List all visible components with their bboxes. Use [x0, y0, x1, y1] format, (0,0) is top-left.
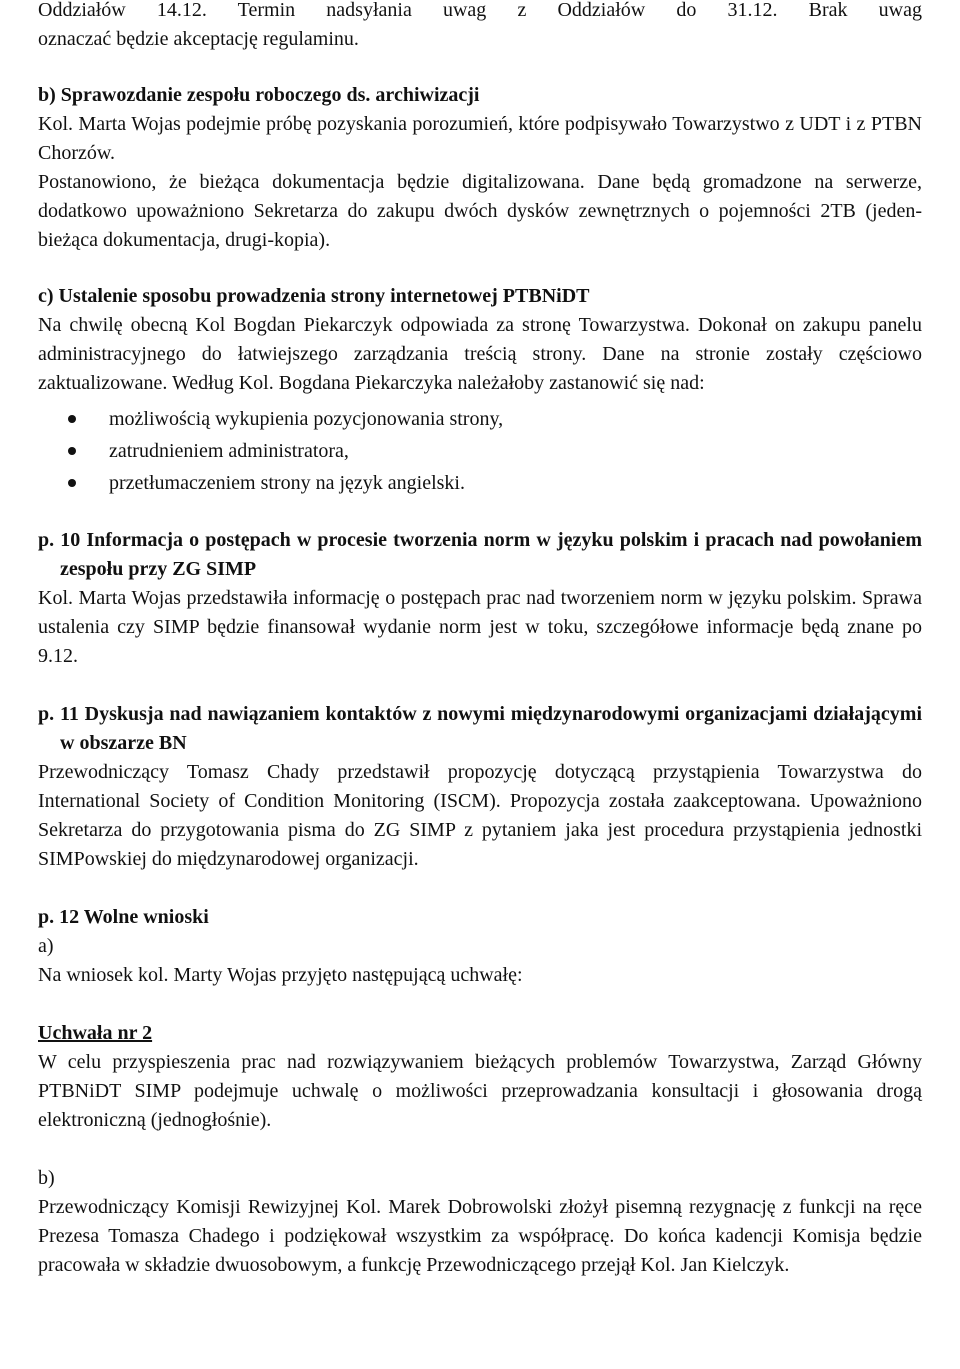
p12-item-b-label: b) — [38, 1167, 55, 1189]
section-b-paragraph-2: Postanowiono, że bieżąca dokumentacja będzie digitalizowana. Dane będą gromadzone na serwerze, dodatkowo upoważniono Sekretarza do zakupu dwóch dysków zewnętrznych o pojemności 2TB (jeden-bieżąca dokumentacja, drugi-kopia). — [38, 171, 922, 251]
intro-line-2: oznaczać będzie akceptację regulaminu. — [38, 28, 359, 50]
p10-paragraph: Kol. Marta Wojas przedstawiła informację o postępach prac nad tworzeniem norm w języku polskim. Sprawa ustalenia czy SIMP będzie finansował wydanie norm jest w toku, szczegółowe informacje będą znane po 9.12. — [38, 587, 922, 667]
document-content — [38, 0, 922, 1280]
section-c-heading: c) Ustalenie sposobu prowadzenia strony internetowej PTBNiDT — [38, 285, 590, 307]
section-b-paragraph-1: Kol. Marta Wojas podejmie próbę pozyskania porozumień, które podpisywało Towarzystwo z UDT i z PTBN Chorzów. — [38, 113, 922, 164]
resolution-text: W celu przyspieszenia prac nad rozwiązywaniem bieżących problemów Towarzystwa, Zarząd Główny PTBNiDT SIMP podejmuje uchwalę o możliwości przeprowadzania konsultacji i głosowania drogą elektroniczną (jednogłośnie). — [38, 1051, 922, 1131]
section-b-heading: b) Sprawozdanie zespołu roboczego ds. archiwizacji — [38, 84, 480, 106]
list-item-text: przetłumaczeniem strony na język angielski. — [109, 472, 465, 494]
section-c-paragraph: Na chwilę obecną Kol Bogdan Piekarczyk odpowiada za stronę Towarzystwa. Dokonał on zakupu panelu administracyjnego do łatwiejszego zarządzania treścią strony. Dane na stronie zostały częściowo zaktualizowane. Według Kol. Bogdana Piekarczyka należałoby zastanowić się nad: — [38, 314, 922, 394]
intro-line-1: Oddziałów 14.12. Termin nadsyłania uwag z Oddziałów do 31.12. Brak uwag — [38, 0, 922, 21]
p12-item-b-text: Przewodniczący Komisji Rewizyjnej Kol. Marek Dobrowolski złożył pisemną rezygnację z funkcji na ręce Prezesa Tomasza Chadego i podziękował wszystkim za współpracę. Do końca kadencji Komisja będzie pracowała w składzie dwuosobowym, a funkcję Przewodniczącego przejął Kol. Jan Kielczyk. — [38, 1196, 922, 1276]
section-c-bullet-list — [38, 403, 922, 499]
list-item-text: zatrudnieniem administratora, — [109, 440, 349, 462]
p10-heading: p. 10 Informacja o postępach w procesie tworzenia norm w języku polskim i pracach nad powołaniem zespołu przy ZG SIMP — [38, 529, 922, 580]
p11-heading: p. 11 Dyskusja nad nawiązaniem kontaktów z nowymi międzynarodowymi organizacjami działającymi w obszarze BN — [38, 703, 922, 754]
list-item-text: możliwością wykupienia pozycjonowania strony, — [109, 408, 504, 430]
bullet-icon — [68, 447, 76, 455]
list-item — [38, 435, 922, 467]
p11-paragraph: Przewodniczący Tomasz Chady przedstawił propozycję dotyczącą przystąpienia Towarzystwa do International Society of Condition Monitoring (ISCM). Propozycja została zaakceptowana. Upoważniono Sekretarza do przygotowania pisma do ZG SIMP z pytaniem jaka jest procedura przystąpienia jednostki SIMPowskiej do międzynarodowej organizacji. — [38, 761, 922, 870]
p12-heading: p. 12 Wolne wnioski — [38, 906, 209, 928]
list-item — [38, 403, 922, 435]
p12-item-a-text: Na wniosek kol. Marty Wojas przyjęto następującą uchwałę: — [38, 964, 523, 986]
p12-item-a-label: a) — [38, 935, 54, 957]
resolution-title: Uchwała nr 2 — [38, 1022, 153, 1044]
list-item — [38, 467, 922, 499]
bullet-icon — [68, 415, 76, 423]
bullet-icon — [68, 479, 76, 487]
